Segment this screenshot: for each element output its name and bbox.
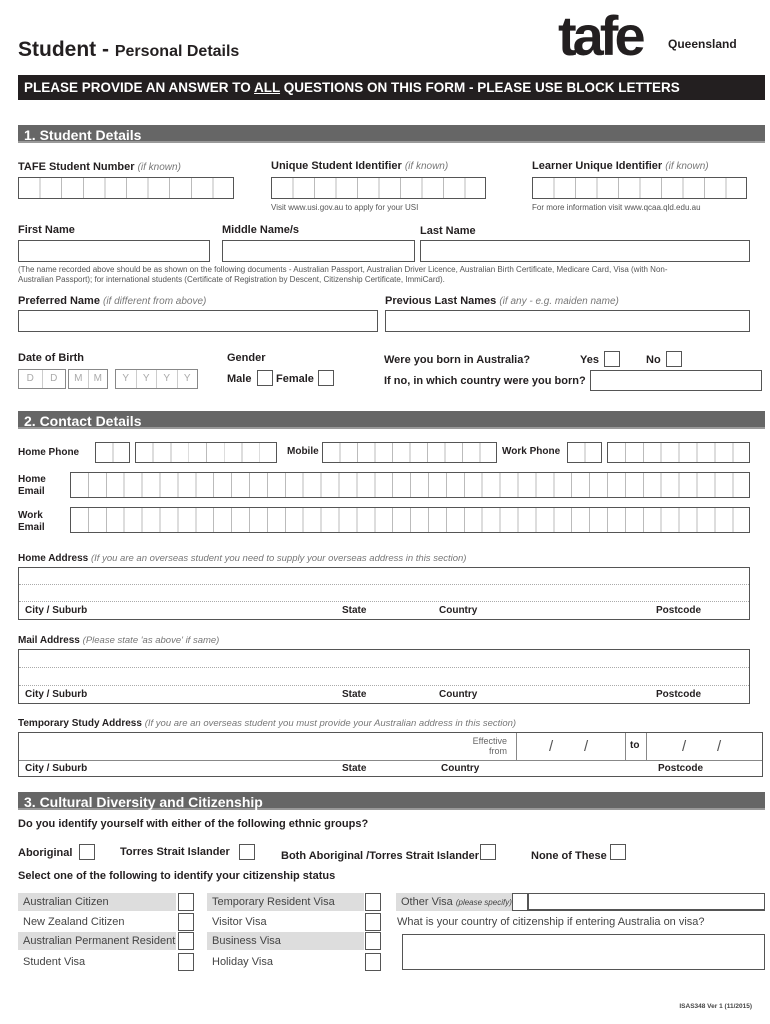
student-visa-label: Student Visa <box>23 956 86 968</box>
hint: (if known) <box>137 162 181 173</box>
postcode-label: Postcode <box>656 605 702 616</box>
hint: (if known) <box>404 161 449 172</box>
gender-label: Gender <box>227 352 266 364</box>
state-label: State <box>342 689 367 700</box>
home-address-input[interactable] <box>18 567 750 620</box>
mail-address-input[interactable] <box>18 649 750 704</box>
home-phone-input[interactable] <box>135 442 277 463</box>
label-text: Temporary Study Address <box>18 718 142 729</box>
city-label: City / Suburb <box>25 605 88 616</box>
form-code: ISAS348 Ver 1 (11/2015) <box>679 1003 752 1010</box>
postcode-label: Postcode <box>658 763 704 774</box>
temp-address-label <box>18 718 516 729</box>
state-label: State <box>342 605 367 616</box>
male-checkbox[interactable] <box>257 370 273 386</box>
female-label: Female <box>276 373 314 385</box>
none-checkbox[interactable] <box>610 844 626 860</box>
section-contact-details: 2. Contact Details <box>18 411 765 429</box>
business-visa-checkbox[interactable] <box>365 932 381 950</box>
none-label: None of These <box>531 850 607 862</box>
city-label: City / Suburb <box>25 763 88 774</box>
born-australia-label: Were you born in Australia? <box>384 354 531 366</box>
citizenship-question: Select one of the following to identify your citizenship status <box>18 870 336 882</box>
placeholder: Y <box>157 370 178 388</box>
aboriginal-checkbox[interactable] <box>79 844 95 860</box>
banner-text-end: QUESTIONS ON THIS FORM - PLEASE USE BLOCK LETTERS <box>280 80 680 95</box>
section-student-details: 1. Student Details <box>18 125 765 143</box>
home-address-label <box>18 553 466 564</box>
dob-label: Date of Birth <box>18 352 84 364</box>
postcode-label: Postcode <box>656 689 702 700</box>
preferred-name-label <box>18 295 206 307</box>
permanent-resident-label: Australian Permanent Resident <box>18 932 176 950</box>
ethnic-question: Do you identify yourself with either of the following ethnic groups? <box>18 818 369 830</box>
lui-input[interactable] <box>532 177 747 199</box>
label-text: Unique Student Identifier <box>271 160 402 172</box>
both-checkbox[interactable] <box>480 844 496 860</box>
visa-country-question: What is your country of citizenship if entering Australia on visa? <box>397 916 705 928</box>
birth-country-input[interactable] <box>590 370 762 391</box>
nz-citizen-label: New Zealand Citizen <box>23 916 125 928</box>
placeholder: D <box>50 373 58 384</box>
previous-names-label <box>385 295 619 307</box>
permanent-resident-checkbox[interactable] <box>178 932 194 950</box>
work-email-label <box>18 510 45 534</box>
business-visa-label: Business Visa <box>207 932 364 950</box>
page-title <box>18 38 239 62</box>
last-name-input[interactable] <box>420 240 750 262</box>
placeholder: Y <box>183 373 191 384</box>
label-line: Work <box>18 510 43 521</box>
last-name-label: Last Name <box>420 225 476 237</box>
aboriginal-label: Aboriginal <box>18 847 73 859</box>
usi-input[interactable] <box>271 177 486 199</box>
placeholder: D <box>19 370 43 388</box>
effective-from-date-input[interactable] <box>516 733 626 760</box>
first-name-label: First Name <box>18 224 75 236</box>
date-separator: / <box>549 738 554 755</box>
work-phone-area-input[interactable] <box>567 442 602 463</box>
date-separator: / <box>682 738 687 755</box>
other-visa-input[interactable] <box>528 893 765 911</box>
dob-year-input[interactable] <box>115 369 198 389</box>
other-visa-label <box>396 893 512 911</box>
country-label: Country <box>441 763 480 774</box>
middle-name-label: Middle Name/s <box>222 224 300 236</box>
label-text: Other Visa <box>401 896 453 908</box>
title-main: Student - <box>18 38 109 61</box>
home-phone-area-input[interactable] <box>95 442 130 463</box>
hint: (if any - e.g. maiden name) <box>499 296 619 307</box>
temporary-resident-label: Temporary Resident Visa <box>207 893 364 911</box>
banner-emphasis: ALL <box>254 80 281 95</box>
label-text: Previous Last Names <box>385 295 497 307</box>
placeholder: Y <box>116 370 137 388</box>
date-separator: / <box>717 738 722 755</box>
both-label: Both Aboriginal /Torres Strait Islander <box>281 850 480 862</box>
work-phone-label: Work Phone <box>502 446 561 457</box>
usi-note: Visit www.usi.gov.au to apply for your USI <box>271 203 419 212</box>
name-note-line1: (The name recorded above should be as shown on the following documents - Australian Passport, Australian Driver Licence, Australian Birth Certificate, Medicare Card, Visa (with Non- <box>18 265 668 274</box>
label-line: Effective <box>472 736 507 746</box>
hint: (if known) <box>665 161 709 172</box>
logo-region: Queensland <box>668 37 737 51</box>
female-checkbox[interactable] <box>318 370 334 386</box>
instructions-banner <box>18 75 765 100</box>
usi-label <box>271 160 448 172</box>
to-label: to <box>630 740 640 751</box>
yes-label: Yes <box>580 354 599 366</box>
hint: (if different from above) <box>103 296 207 307</box>
first-name-input[interactable] <box>18 240 210 262</box>
country-label: Country <box>439 689 478 700</box>
placeholder: M <box>93 373 102 384</box>
hint: (please specify) <box>455 898 512 907</box>
no-label: No <box>646 354 661 366</box>
label-text: Preferred Name <box>18 295 100 307</box>
mail-address-label <box>18 635 219 646</box>
label-line: from <box>489 746 507 756</box>
australian-citizen-checkbox[interactable] <box>178 893 194 911</box>
section-cultural-diversity: 3. Cultural Diversity and Citizenship <box>18 792 765 810</box>
visa-country-input[interactable] <box>402 934 765 970</box>
temp-address-input[interactable] <box>18 732 763 777</box>
mobile-label: Mobile <box>287 446 319 457</box>
mobile-input[interactable] <box>322 442 497 463</box>
lui-label <box>532 160 709 172</box>
born-no-checkbox[interactable] <box>666 351 682 367</box>
torres-strait-label: Torres Strait Islander <box>120 846 230 858</box>
state-label: State <box>342 763 367 774</box>
label-line: Home <box>18 474 46 485</box>
placeholder: Y <box>137 370 158 388</box>
home-email-label <box>18 474 46 498</box>
work-phone-input[interactable] <box>607 442 750 463</box>
student-visa-checkbox[interactable] <box>178 953 194 971</box>
home-phone-label: Home Phone <box>18 447 80 458</box>
temporary-resident-checkbox[interactable] <box>365 893 381 911</box>
label-text: Home Address <box>18 553 89 564</box>
label-line: Email <box>18 486 45 497</box>
australian-citizen-label: Australian Citizen <box>18 893 176 911</box>
label-text: Learner Unique Identifier <box>532 160 663 172</box>
city-label: City / Suburb <box>25 689 88 700</box>
tafe-logo: tafe <box>558 4 642 67</box>
birth-country-label: If no, in which country were you born? <box>384 375 586 387</box>
home-email-input[interactable] <box>70 472 750 498</box>
effective-from-label <box>439 736 507 756</box>
label-text: TAFE Student Number <box>18 161 135 173</box>
hint: (If you are an overseas student you must provide your Australian address in this section) <box>144 718 517 729</box>
name-note-line2: Australian Passport); for international students (Certificate of Registration by Descent, Citizenship Certificate, ImmiCard). <box>18 275 445 284</box>
label-line: Email <box>18 522 45 533</box>
middle-name-input[interactable] <box>222 240 415 262</box>
torres-strait-checkbox[interactable] <box>239 844 255 860</box>
tafe-number-input[interactable] <box>18 177 234 199</box>
work-email-input[interactable] <box>70 507 750 533</box>
hint: (Please state 'as above' if same) <box>82 635 220 646</box>
label-text: Mail Address <box>18 635 80 646</box>
date-separator: / <box>584 738 589 755</box>
male-label: Male <box>227 373 252 385</box>
preferred-name-input[interactable] <box>18 310 378 332</box>
holiday-visa-checkbox[interactable] <box>365 953 381 971</box>
dob-day-input[interactable] <box>18 369 66 389</box>
holiday-visa-label: Holiday Visa <box>212 956 273 968</box>
other-visa-checkbox[interactable] <box>512 893 528 911</box>
banner-text: PLEASE PROVIDE AN ANSWER TO <box>24 80 255 95</box>
country-label: Country <box>439 605 478 616</box>
tafe-number-label <box>18 161 181 173</box>
placeholder: M <box>69 370 89 388</box>
previous-names-input[interactable] <box>385 310 750 332</box>
nz-citizen-checkbox[interactable] <box>178 913 194 931</box>
visitor-visa-label: Visitor Visa <box>212 916 267 928</box>
hint: (If you are an overseas student you need to supply your overseas address in this section) <box>91 553 467 564</box>
effective-to-date-input[interactable] <box>646 733 763 760</box>
title-sub: Personal Details <box>114 43 240 60</box>
lui-note: For more information visit www.qcaa.qld.edu.au <box>532 203 701 212</box>
dob-month-input[interactable] <box>68 369 108 389</box>
visitor-visa-checkbox[interactable] <box>365 913 381 931</box>
born-yes-checkbox[interactable] <box>604 351 620 367</box>
